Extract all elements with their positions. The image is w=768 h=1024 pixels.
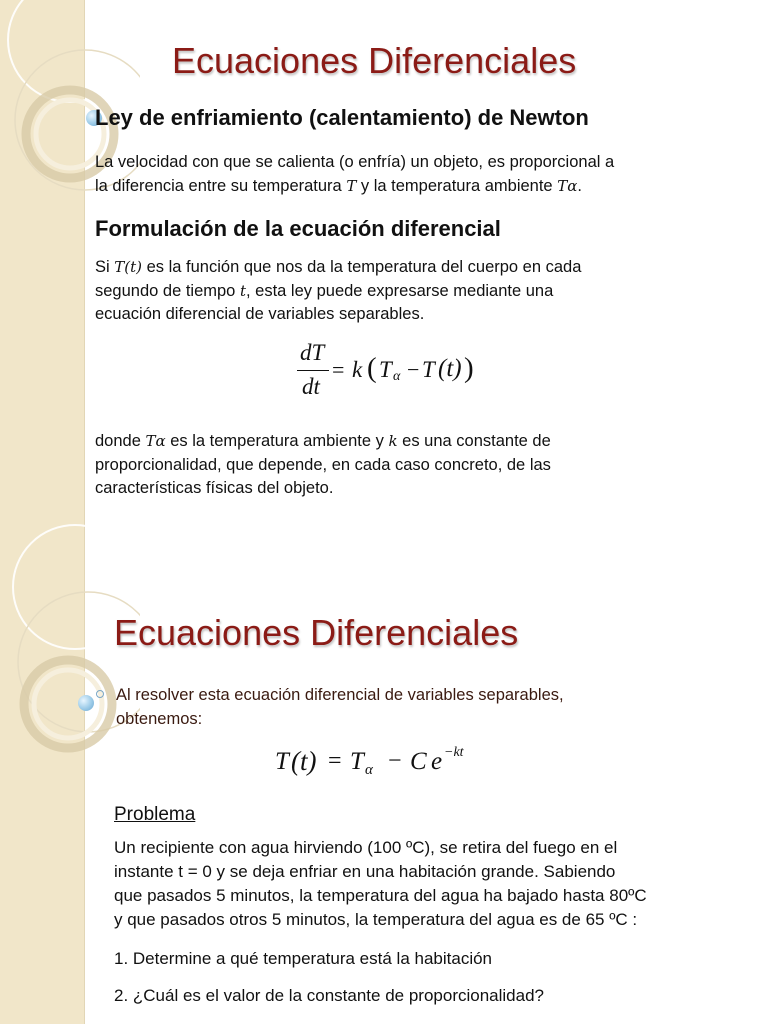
- slide-2: Ecuaciones Diferenciales Al resolver esta ecuación diferencial de variables separables, obtenemos: T (t) = T α − C e −kt Problema Un recipiente con agua hirviendo (100 ºC), se retira del fuego en el instante t = 0 y se deja enfriar en una habitación grande. Sabiendo que pasados 5 minutos, la temperatura del agua ha bajado hasta 80ºC y que pasados otros 5 minutos, la temperatura del agua es de 65 ºC : 1. Determine a qué temperatura está la habitación 2. ¿Cuál es el valor de la constante de proporcionalidad?: [0, 512, 768, 1024]
- slide-1: Ecuaciones Diferenciales Ley de enfriamiento (calentamiento) de Newton La velocidad con que se calienta (o enfría) un objeto, es proporcional a la diferencia entre su temperatura T y la temperatura ambiente Tα. Formulación de la ecuación diferencial Si T(t) es la función que nos da la temperatura del cuerpo en cada segundo de tiempo t, esta ley puede expresarse mediante una ecuación diferencial de variables separables. dT dt = k ( T α − T (t) ) donde Tα es la temperatura ambiente y k es una constante de proporcionalidad, que depende, en cada caso concreto, de las características físicas del objeto.: [0, 0, 768, 512]
- problem-statement: Un recipiente con agua hirviendo (100 ºC), se retira del fuego en el instante t = 0 y se deja enfriar en una habitación grande. Sabiendo que pasados 5 minutos, la temperatura del agua ha bajado hasta 80ºC y que pasados otros 5 minutos, la temperatura del agua es de 65 ºC :: [114, 838, 647, 929]
- definition-paragraph: Si T(t) es la función que nos da la temperatura del cuerpo en cada segundo de tiempo t, esta ley puede expresarse mediante una ecuación diferencial de variables separables.: [95, 258, 582, 323]
- slide-title: Ecuaciones Diferenciales: [114, 612, 519, 653]
- question-2: 2. ¿Cuál es el valor de la constante de proporcionalidad?: [114, 986, 544, 1005]
- intro-paragraph: La velocidad con que se calienta (o enfría) un objeto, es proporcional a la diferencia entre su temperatura T y la temperatura ambiente Tα.: [95, 153, 615, 195]
- question-1: 1. Determine a qué temperatura está la habitación: [114, 949, 493, 968]
- problem-label: Problema: [114, 804, 196, 825]
- slide-title: Ecuaciones Diferenciales: [172, 40, 577, 81]
- section-heading: Ley de enfriamiento (calentamiento) de Newton: [95, 105, 589, 130]
- where-paragraph: donde Tα es la temperatura ambiente y k es una constante de proporcionalidad, que depende, en cada caso concreto, de las características físicas del objeto.: [95, 432, 551, 497]
- bullet-sphere-icon: [78, 695, 94, 711]
- subheading: Formulación de la ecuación diferencial: [95, 216, 501, 241]
- solution-intro: Al resolver esta ecuación diferencial de variables separables, obtenemos:: [116, 686, 564, 728]
- list-bullet-icon: [96, 690, 104, 698]
